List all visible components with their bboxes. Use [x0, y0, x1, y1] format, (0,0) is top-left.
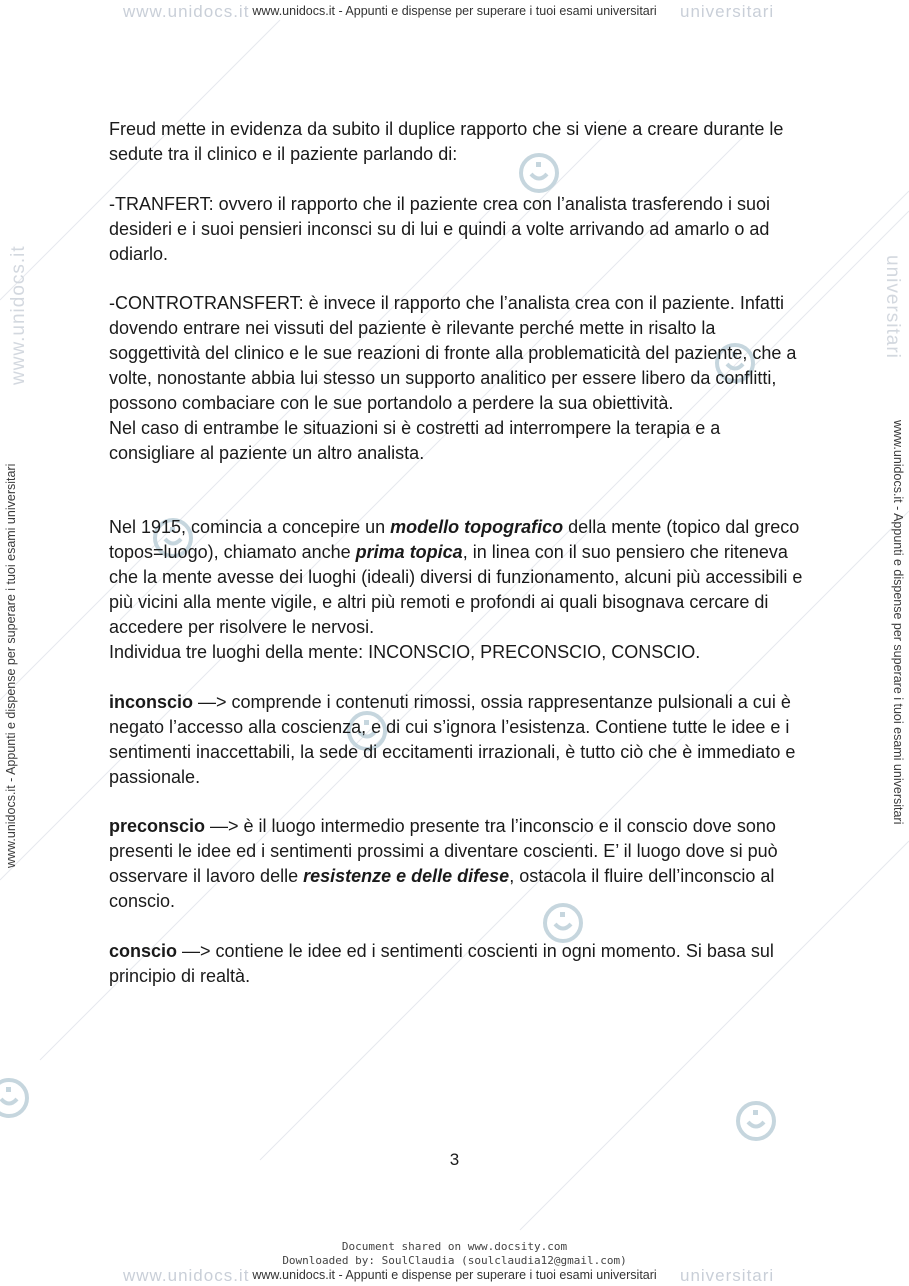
paragraph-controtransfert: -CONTROTRANSFERT: è invece il rapporto che l’analista crea con il paziente. Infatti dovendo entrare nei vissuti del paziente è rilevante perché mette in risalto la soggettività del clinico e le sue reazioni di fronte alla problematicità del paziente, che a volte, nonostante abbia lui stesso un supporto analitico per essere libero da conflitti, possono combaciare con le sue portandolo a perdere la sua obiettività.	[109, 293, 797, 413]
paragraph-preconscio	[109, 814, 809, 914]
spacer	[109, 167, 809, 192]
term-prima-topica: prima topica	[355, 542, 463, 563]
text-run: della mente (topico dal greco topos=luogo), chiamato anche	[109, 517, 800, 563]
term-inconscio: inconscio	[109, 691, 194, 712]
spacer	[109, 914, 809, 939]
watermark-ghost-side: www.unidocs.it	[8, 245, 29, 385]
text-run: , in linea con il suo pensiero che riteneva che la mente avesse dei luoghi (ideali) diversi di funzionamento, alcuni più accessibili e più vicini alla mente vigile, e altri più remoti e profondi ai quali bisognava cercare di accedere per risolvere le nervosi.	[109, 542, 803, 638]
document-body	[109, 117, 809, 989]
paragraph-transfert: -TRANFERT: ovvero il rapporto che il paziente crea con l’analista trasferendo i suoi desideri e i suoi pensieri inconsci su di lui e quindi a volte arrivando ad amarlo o ad odiarlo.	[109, 193, 770, 264]
text-run: , ostacola il fluire dell’inconscio al conscio.	[109, 866, 775, 912]
text-run: —> comprende i contenuti rimossi, ossia rappresentanze pulsionali a cui è negato l’accesso alla coscienza, e di cui s’ignora l’esistenza. Contiene tutte le idee e i sentimenti inaccettabili, la sede di eccitamenti irrazionali, è tutto ciò che è immediato e passionale.	[109, 691, 796, 787]
term-conscio: conscio	[109, 940, 178, 961]
paragraph-conscio	[109, 939, 809, 989]
text-run: Nel 1915, comincia a concepire un	[109, 517, 391, 538]
watermark-ghost-text: universitari	[680, 1266, 775, 1285]
spacer	[109, 789, 809, 814]
text-run: —> contiene le idee ed i sentimenti coscienti in ogni momento. Si basa sul principio di realtà.	[109, 940, 774, 986]
page-number: 3	[449, 1150, 460, 1169]
term-resistenze-difese: resistenze e delle difese	[303, 866, 510, 887]
footer-downloaded: Downloaded by: SoulClaudia (soulclaudia12@gmail.com)	[282, 1254, 627, 1267]
term-modello-topografico: modello topografico	[390, 517, 564, 538]
paragraph-tre-luoghi: Individua tre luoghi della mente: INCONSCIO, PRECONSCIO, CONSCIO.	[109, 641, 701, 662]
watermark-ghost-side: universitari	[882, 255, 903, 359]
watermark-ghost-text: www.unidocs.it	[123, 1266, 250, 1285]
spacer	[109, 665, 809, 690]
watermark-ghost-text: universitari	[680, 2, 775, 21]
watermark-ghost-text: www.unidocs.it	[123, 2, 250, 21]
text-run: —> è il luogo intermedio presente tra l’inconscio e il conscio dove sono presenti le idee ed i sentimenti prossimi a diventare coscienti. E’ il luogo dove si può osservare il lavoro delle	[109, 816, 778, 887]
watermark-side-right: www.unidocs.it - Appunti e dispense per superare i tuoi esami universitari	[891, 420, 905, 825]
watermark-bottom: www.unidocs.it - Appunti e dispense per superare i tuoi esami universitari	[252, 1268, 657, 1282]
spacer	[109, 266, 809, 291]
footer-shared: Document shared on www.docsity.com	[341, 1240, 568, 1253]
paragraph-modello-topografico	[109, 515, 809, 640]
spacer	[109, 466, 809, 516]
unidocs-logo-icon	[0, 1075, 32, 1121]
unidocs-logo-icon	[733, 1098, 779, 1144]
paragraph-inconscio	[109, 690, 809, 790]
watermark-top: www.unidocs.it - Appunti e dispense per superare i tuoi esami universitari	[252, 4, 657, 18]
paragraph-intro: Freud mette in evidenza da subito il duplice rapporto che si viene a creare durante le sedute tra il clinico e il paziente parlando di:	[109, 119, 784, 164]
term-preconscio: preconscio	[109, 816, 206, 837]
paragraph-interruzione: Nel caso di entrambe le situazioni si è costretti ad interrompere la terapia e a consigliare al paziente un altro analista.	[109, 417, 721, 463]
watermark-side-left: www.unidocs.it - Appunti e dispense per superare i tuoi esami universitari	[4, 463, 18, 868]
